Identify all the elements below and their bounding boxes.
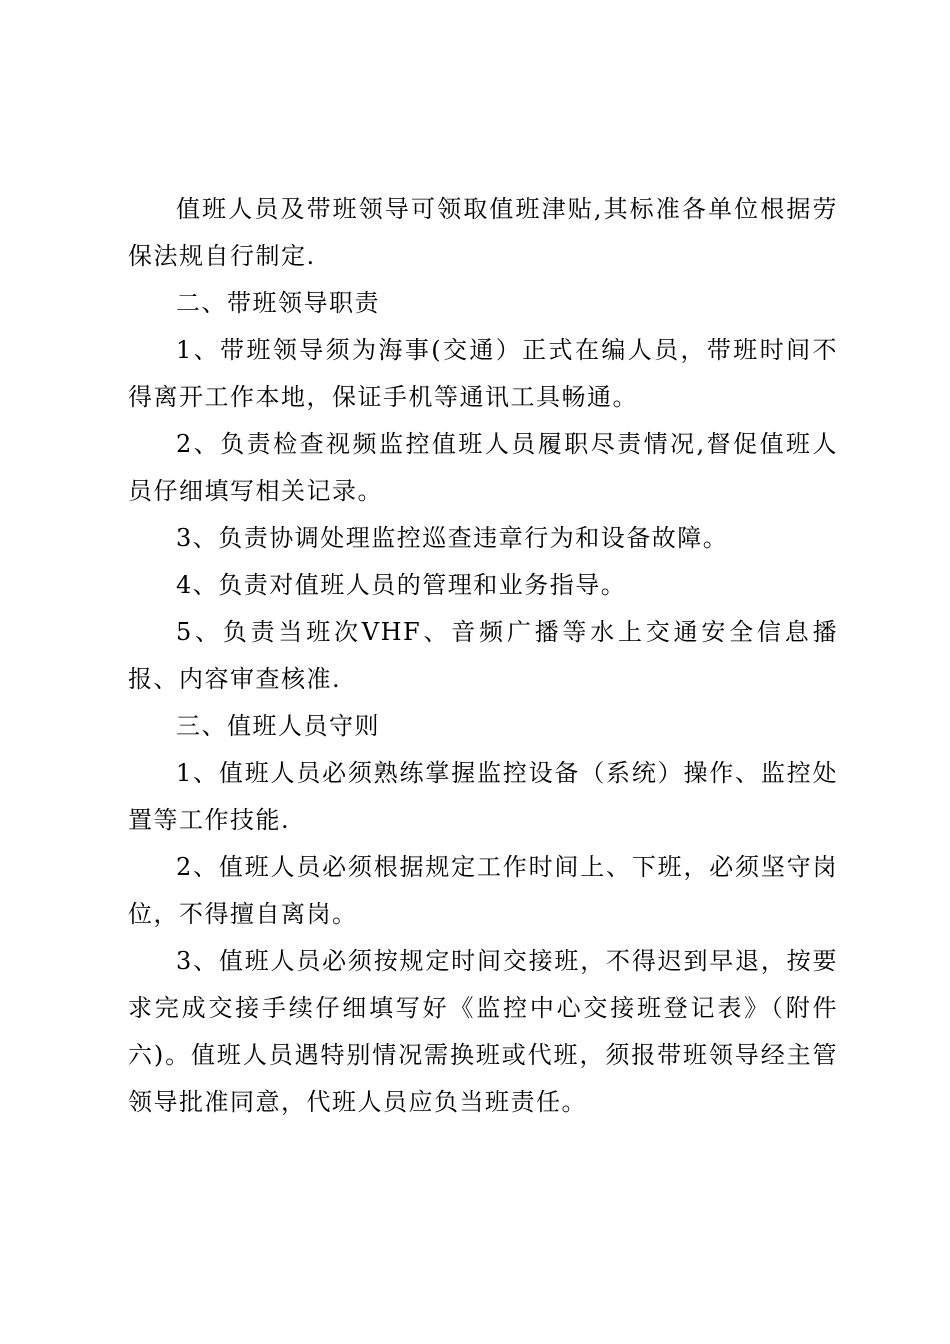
- paragraph-leader-duty-1: 1、带班领导须为海事(交通）正式在编人员，带班时间不得离开工作本地，保证手机等通讯工具畅通。: [128, 336, 838, 411]
- paragraph-staff-rule-1: 1、值班人员必须熟练掌握监控设备（系统）操作、监控处置等工作技能.: [128, 759, 838, 834]
- paragraph-staff-rule-2: 2、值班人员必须根据规定工作时间上、下班，必须坚守岗位，不得擅自离岗。: [128, 853, 838, 928]
- paragraph-leader-duty-3: 3、负责协调处理监控巡查违章行为和设备故障。: [176, 524, 729, 552]
- paragraph-leader-duty-4: 4、负责对值班人员的管理和业务指导。: [176, 571, 627, 599]
- section-heading-staff-rules: 三、值班人员守则: [176, 712, 380, 740]
- document-page: [128, 186, 838, 1126]
- paragraph-allowance: 值班人员及带班领导可领取值班津贴,其标准各单位根据劳保法规自行制定.: [128, 195, 838, 270]
- paragraph-staff-rule-3: 3、值班人员必须按规定时间交接班，不得迟到早退，按要求完成交接手续仔细填写好《监控中心交接班登记表》（附件六)。值班人员遇特别情况需换班或代班，须报带班领导经主管领导批准同意，代班人员应负当班责任。: [128, 947, 838, 1116]
- paragraph-leader-duty-5: 5、负责当班次VHF、音频广播等水上交通安全信息播报、内容审查核准.: [128, 618, 838, 693]
- paragraph-leader-duty-2: 2、负责检查视频监控值班人员履职尽责情况,督促值班人员仔细填写相关记录。: [128, 430, 838, 505]
- section-heading-leader-duties: 二、带班领导职责: [176, 289, 380, 317]
